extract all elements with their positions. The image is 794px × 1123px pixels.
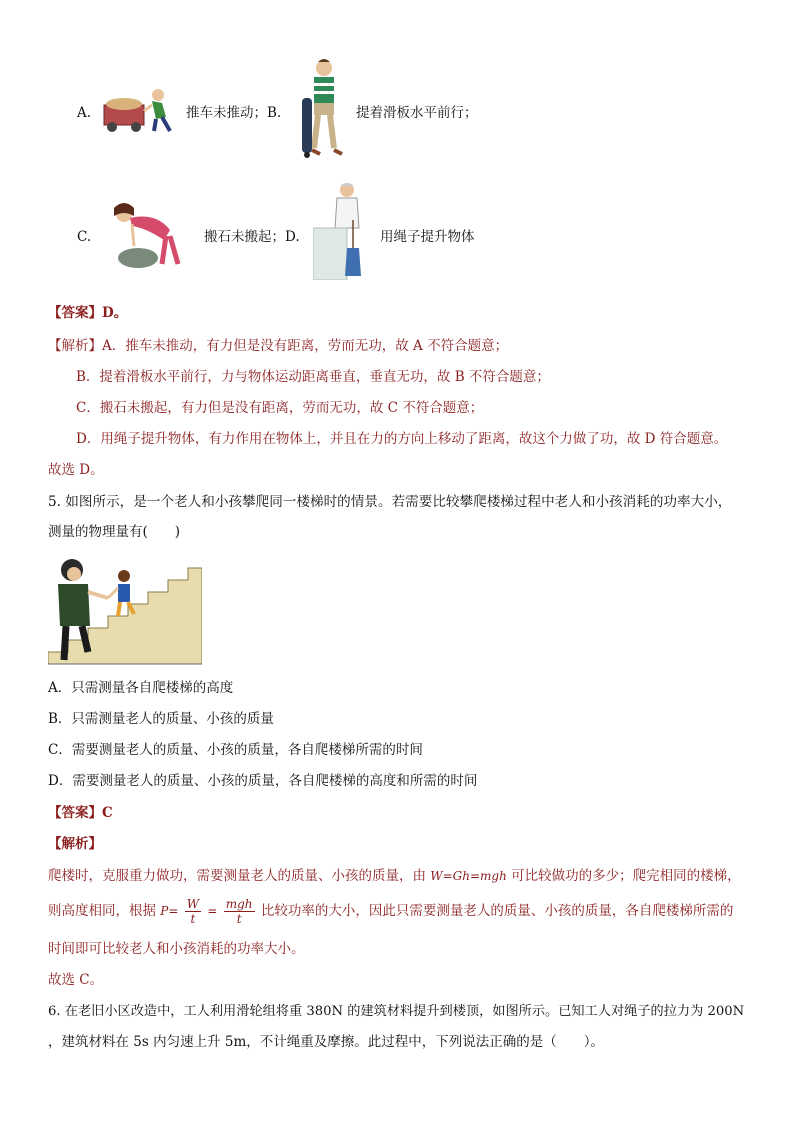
q4-answer: 【答案】D。 [48,305,128,321]
option-b-text: 提着滑板水平前行； [356,105,478,121]
q5-answer: 【答案】C [48,805,113,821]
q5-analysis-line2 [48,894,733,928]
q5-option-b: B．只需测量老人的质量、小孩的质量 [48,711,274,727]
option-c-letter: C. [77,229,92,245]
lifting-stone-icon [106,196,186,272]
q4-analysis-b: B．提着滑板水平前行，力与物体运动距离垂直，垂直无功，故 B 不符合题意； [76,369,550,385]
q5-analysis-l1a: 爬楼时，克服重力做功，需要测量老人的质量、小孩的质量，由 [48,868,426,884]
option-d-text: 用绳子提升物体 [380,229,475,245]
q5-option-d: D．需要测量老人的质量、小孩的质量，各自爬楼梯的高度和所需的时间 [48,773,478,789]
stairs-climbing-icon [48,556,202,666]
q4-analysis-c: C．搬石未搬起，有力但是没有距离，劳而无功，故 C 不符合题意； [76,400,484,416]
q5-option-a: A．只需测量各自爬楼梯的高度 [48,680,234,696]
work-formula: W=Gh=mgh [430,869,507,883]
fraction-numerator: W [186,897,200,911]
q4-conclusion: 故选 D。 [48,462,104,478]
fraction-mgh-over-t [224,897,255,926]
q5-analysis-line1 [48,866,741,886]
q5-analysis-l2b: 比较功率的大小，因此只需要测量老人的质量、小孩的质量，各自爬楼梯所需的 [260,903,734,919]
rope-lifting-icon [313,180,369,280]
power-symbol: P= [160,904,179,918]
q5-conclusion: 故选 C。 [48,972,104,988]
q5-analysis-line3: 时间即可比较老人和小孩消耗的功率大小。 [48,941,305,957]
option-c-text: 搬石未搬起；D. [204,229,300,245]
q5-analysis-label: 【解析】 [48,836,102,852]
fraction-w-over-t [185,897,201,926]
carrying-skateboard-icon [298,58,348,162]
q6-stem-line1: 6. 在老旧小区改造中，工人利用滑轮组将重 380N 的建筑材料提升到楼顶，如图所示。已知工人对绳子的拉力为 200N [48,1004,745,1019]
q5-stem-line1: 5. 如图所示，是一个老人和小孩攀爬同一楼梯时的情景。若需要比较攀爬楼梯过程中老人和小孩消耗的功率大小， [48,494,732,510]
q6-stem-line2: ，建筑材料在 5s 内匀速上升 5m，不计绳重及摩擦。此过程中，下列说法正确的是（ ）。 [48,1034,605,1050]
fraction-denominator: t [190,912,196,926]
fraction-numerator: mgh [225,897,253,911]
equals-sign: = [207,904,218,918]
q5-analysis-l2a: 则高度相同，根据 [48,903,156,919]
option-a-text: 推车未推动；B. [186,105,282,121]
q5-analysis-l1b: 可比较做功的多少；爬完相同的楼梯， [511,868,741,884]
pushing-cart-icon [100,85,184,135]
option-a-letter: A. [77,105,92,121]
q4-analysis-head: 【解析】A．推车未推动，有力但是没有距离，劳而无功，故 A 不符合题意； [48,338,509,354]
q5-option-c: C．需要测量老人的质量、小孩的质量，各自爬楼梯所需的时间 [48,742,423,758]
q5-stem-line2: 测量的物理量有( ) [48,524,181,540]
q4-analysis-d: D．用绳子提升物体，有力作用在物体上，并且在力的方向上移动了距离，故这个力做了功，故 D 符合题意。 [76,431,728,447]
fraction-denominator: t [236,912,242,926]
